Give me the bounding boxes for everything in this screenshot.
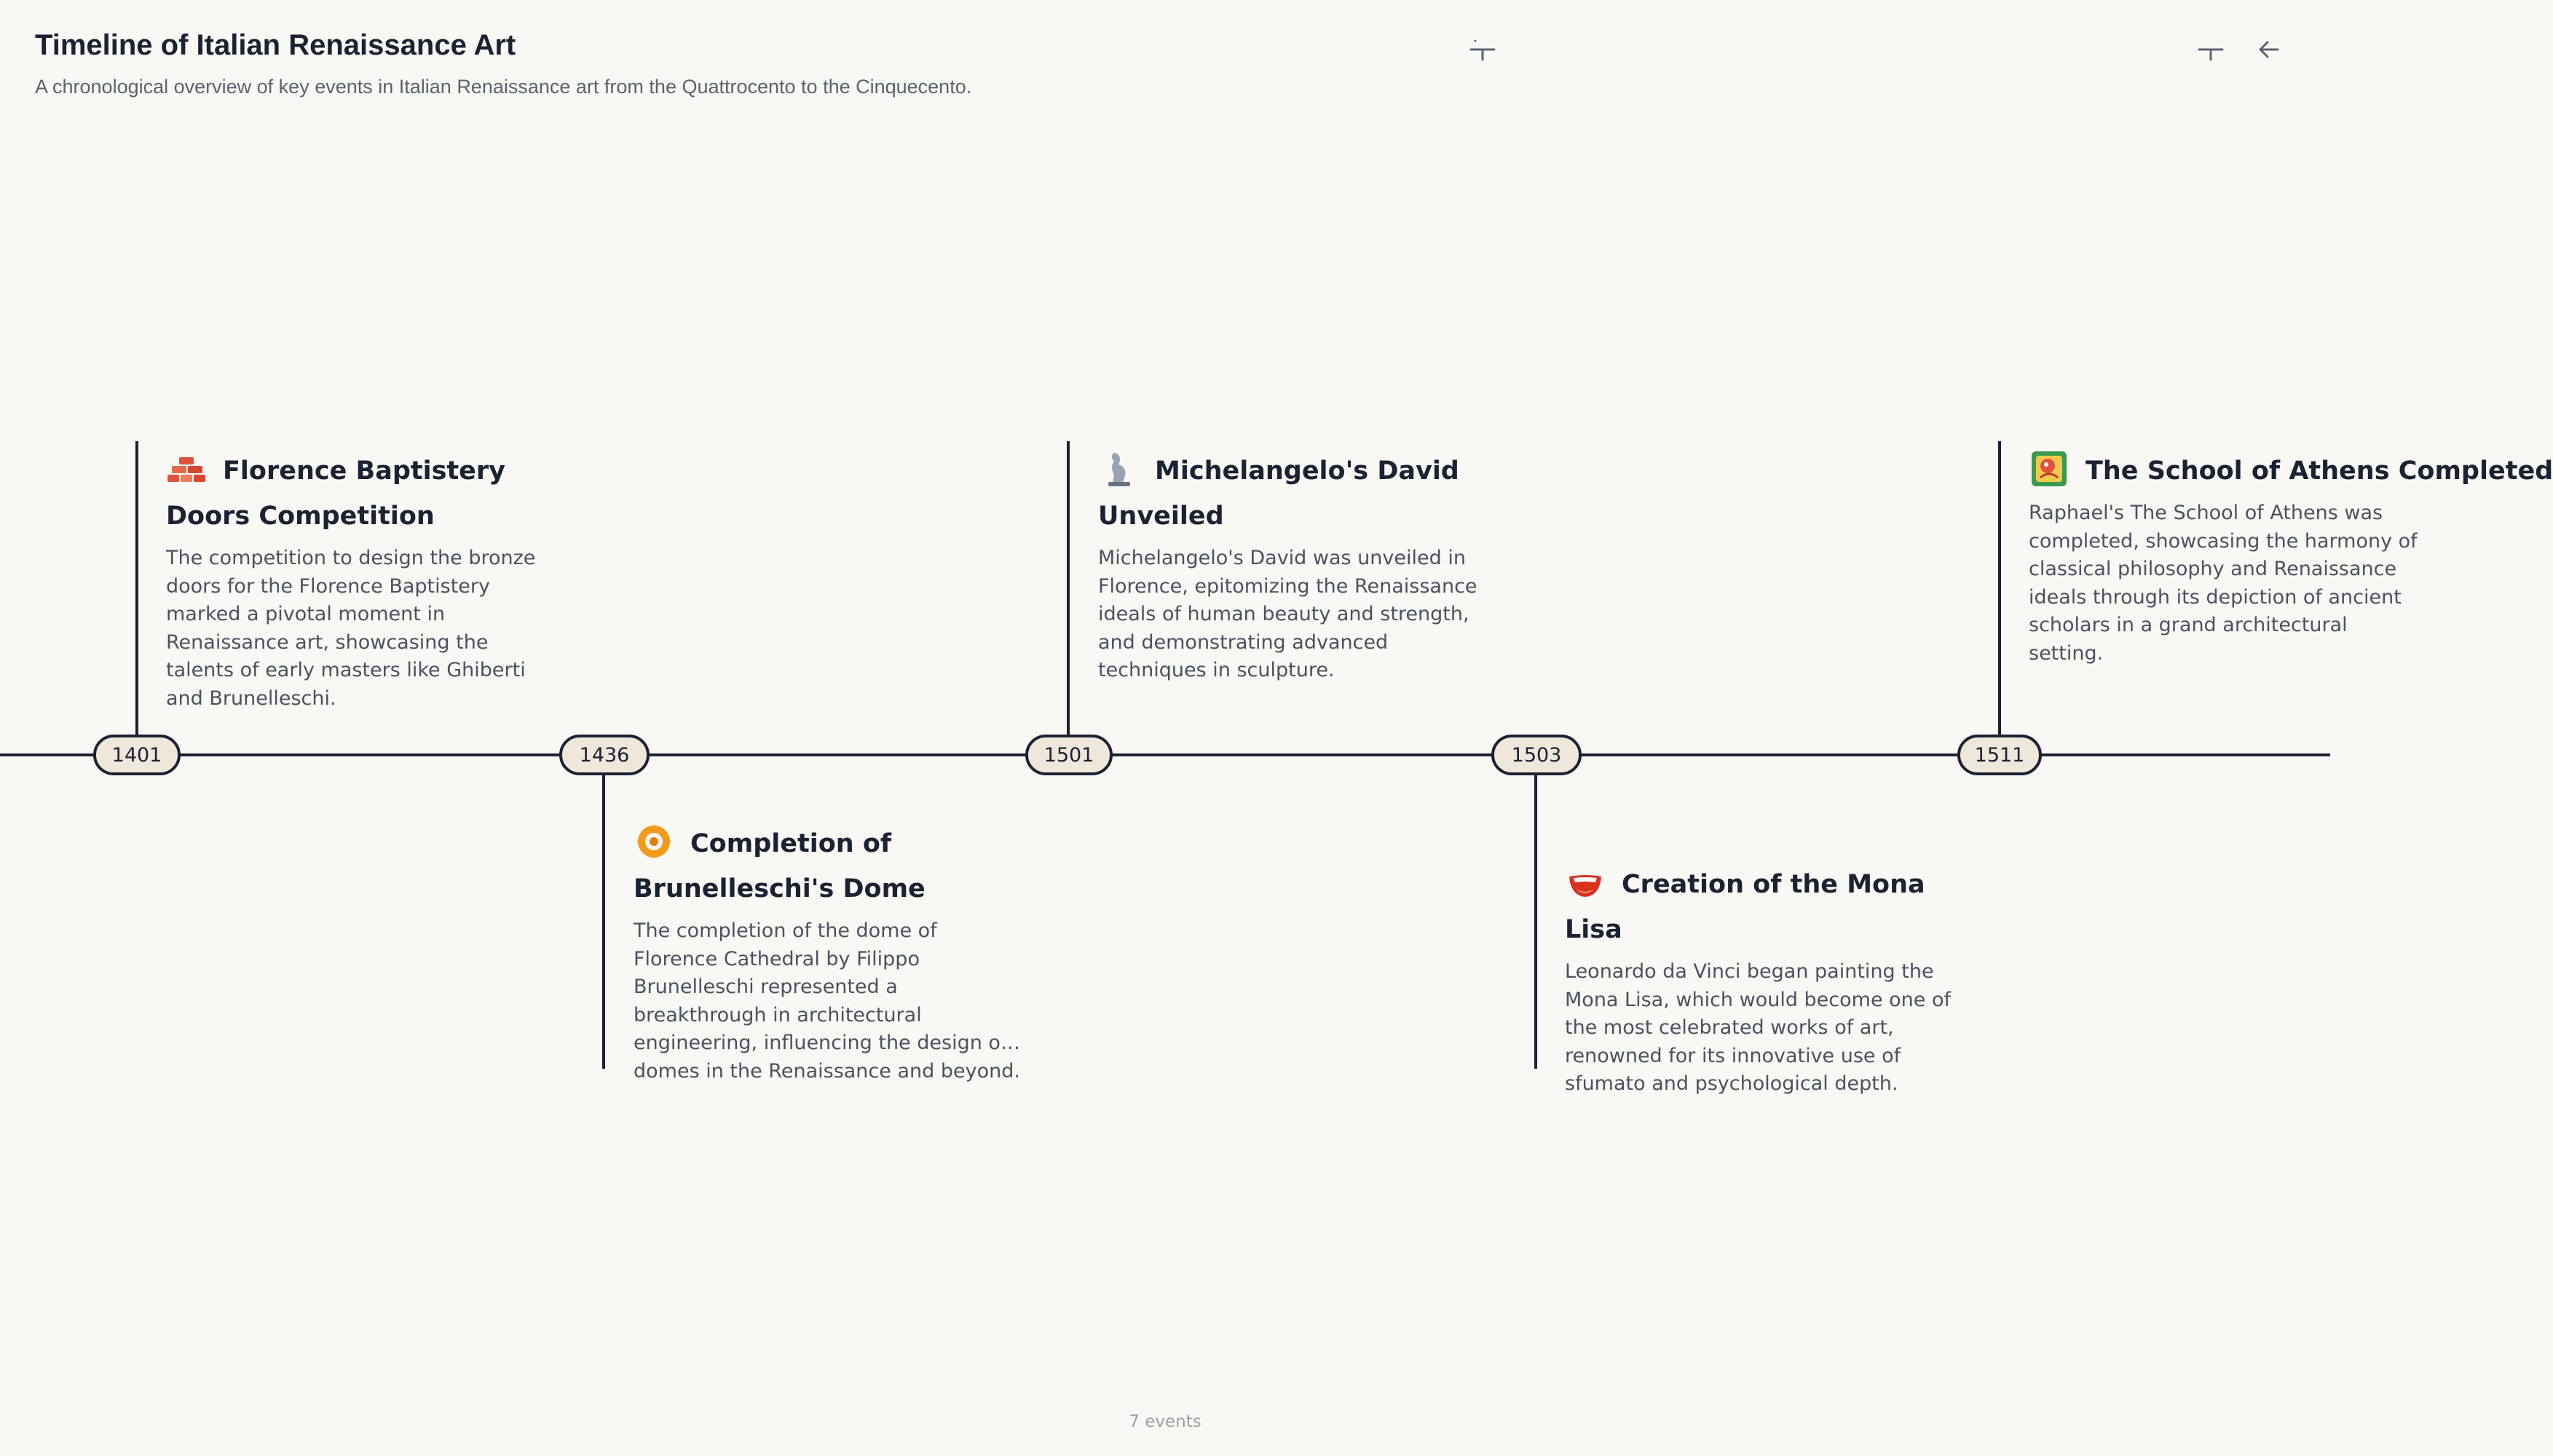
collapse-icon bbox=[2196, 35, 2225, 64]
collapse-icon bbox=[1468, 35, 1497, 64]
year-marker-1401[interactable]: 1401 bbox=[93, 735, 181, 775]
event-title: Creation of the Mona Lisa bbox=[1565, 862, 1958, 952]
year-marker-1436[interactable]: 1436 bbox=[559, 735, 650, 775]
event-description: Leonardo da Vinci began painting the Mona Lisa, which would become one of the most celebrated works of art, renowned for its innovative use of sfumato and psychological depth. bbox=[1565, 960, 1952, 1095]
event-title: Completion of Brunelleschi's Dome bbox=[634, 821, 1027, 911]
collapse-button[interactable] bbox=[1462, 29, 1503, 70]
year-marker-1503[interactable]: 1503 bbox=[1491, 735, 1582, 775]
painting-icon bbox=[2029, 448, 2069, 489]
event-card-1511[interactable] bbox=[2029, 448, 2553, 668]
event-title: The School of Athens Completed bbox=[2029, 448, 2422, 494]
event-stem bbox=[602, 773, 605, 1069]
event-description: The completion of the dome of Florence Cathedral by Filippo Brunelleschi represented a breakthrough in architectural engineering, influencing the design of domes in the Renaissance and beyond. bbox=[634, 919, 1020, 1083]
event-card-1436[interactable] bbox=[634, 821, 1027, 1083]
event-card-1501[interactable] bbox=[1098, 448, 1491, 685]
event-stem bbox=[1067, 441, 1070, 737]
back-button[interactable] bbox=[2249, 29, 2289, 70]
event-stem bbox=[1998, 441, 2001, 737]
year-marker-1501[interactable]: 1501 bbox=[1025, 735, 1113, 775]
event-card-1401[interactable] bbox=[166, 448, 559, 713]
event-stem bbox=[135, 441, 138, 737]
event-description: Raphael's The School of Athens was completed, showcasing the harmony of classical philosophy and Renaissance ideals through its depiction of ancient scholars in a grand architectural setting. bbox=[2029, 502, 2418, 665]
page-subtitle: A chronological overview of key events in Italian Renaissance art from the Quattrocento to the Cinquecento. bbox=[35, 76, 972, 98]
event-description: The competition to design the bronze doors for the Florence Baptistery marked a pivotal moment in Renaissance art, showcasing the talents of early masters like Ghiberti and Brunelleschi. bbox=[166, 547, 536, 710]
statue-icon bbox=[1098, 448, 1139, 489]
year-marker-1511[interactable]: 1511 bbox=[1957, 735, 2042, 775]
event-card-1503[interactable] bbox=[1565, 862, 1958, 1099]
event-stem bbox=[1534, 773, 1537, 1069]
event-count: 7 events bbox=[1129, 1412, 1201, 1431]
event-title: Michelangelo's David Unveiled bbox=[1098, 448, 1491, 539]
page-title: Timeline of Italian Renaissance Art bbox=[35, 29, 516, 61]
dome-gear-icon bbox=[634, 821, 674, 862]
event-description: Michelangelo's David was unveiled in Florence, epitomizing the Renaissance ideals of human beauty and strength, and demonstrating advanced techniques in sculpture. bbox=[1098, 547, 1477, 681]
bricks-icon bbox=[166, 448, 207, 489]
arrow-left-icon bbox=[2254, 35, 2284, 64]
collapse-button[interactable] bbox=[2190, 29, 2231, 70]
smile-icon bbox=[1565, 862, 1606, 903]
event-title: Florence Baptistery Doors Competition bbox=[166, 448, 559, 539]
